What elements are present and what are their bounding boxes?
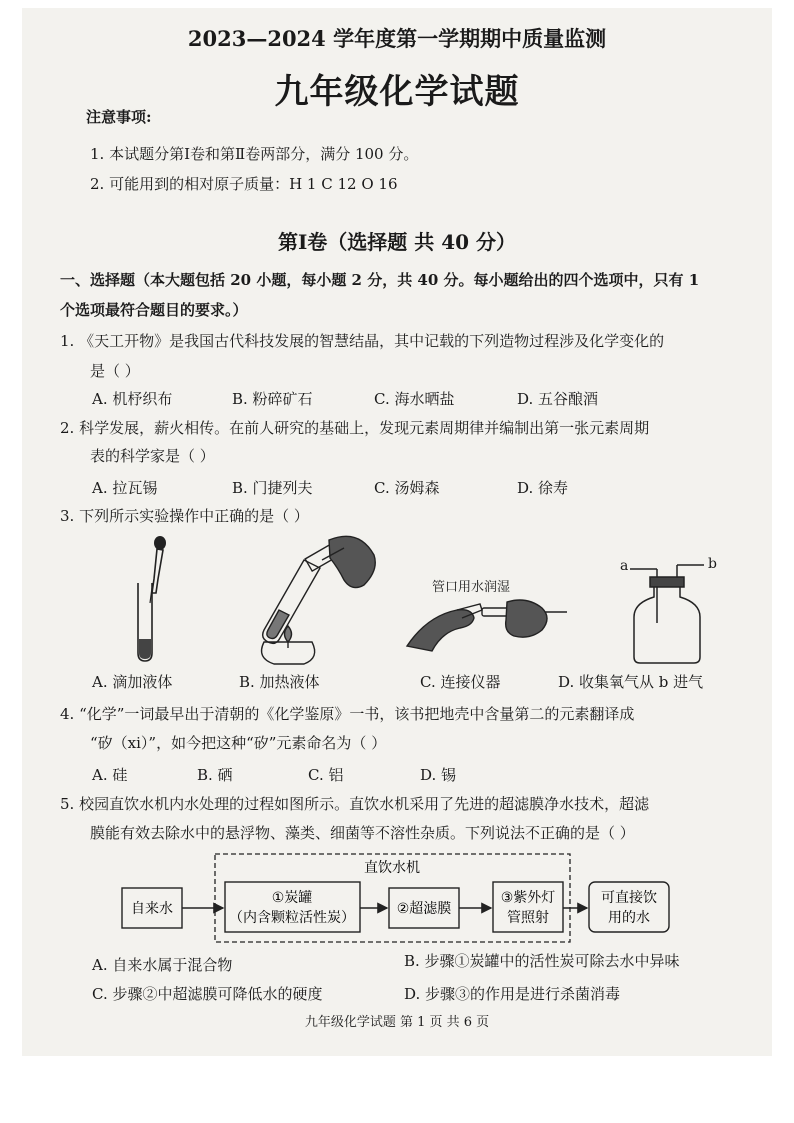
question-1-option-d: D. 五谷酿酒 [517, 390, 599, 408]
question-2-stem: 表的科学家是（ ） [90, 447, 215, 465]
subject-title: 九年级化学试题 [274, 72, 520, 112]
question-2-stem: 2. 科学发展，薪火相传。在前人研究的基础上，发现元素周期律并编制出第一张元素周期 [60, 419, 650, 437]
dropper-test-tube-figure [112, 533, 192, 663]
question-4-option-c: C. 铝 [308, 766, 344, 784]
flow-node-step3-label: ③紫外灯 [500, 890, 556, 906]
question-3-option-b: B. 加热液体 [239, 673, 320, 691]
question-1-option-c: C. 海水晒盐 [374, 390, 455, 408]
question-4-option-a: A. 硅 [92, 766, 128, 784]
question-4-option-d: D. 锡 [420, 766, 457, 784]
flow-node-source-label: 自来水 [131, 901, 173, 917]
question-5-stem: 5. 校园直饮水机内水处理的过程如图所示。直饮水机采用了先进的超滤膜净水技术，超滤 [60, 795, 650, 813]
port-b-label: b [708, 556, 717, 572]
question-3-figure-note: 管口用水润湿 [432, 580, 511, 595]
port-a-label: a [620, 558, 629, 574]
section-instruction: 一、选择题（本大题包括 20 小题，每小题 2 分，共 40 分。每小题给出的四个选项中，只有 1 [60, 271, 700, 289]
question-2-option-d: D. 徐寿 [517, 479, 569, 497]
question-3-option-c: C. 连接仪器 [420, 673, 501, 691]
notes-heading: 注意事项: [86, 108, 152, 126]
flow-node-step2-label: ②超滤膜 [396, 901, 452, 917]
flow-node-output-detail: 用的水 [608, 910, 650, 926]
question-5-option-d: D. 步骤③的作用是进行杀菌消毒 [404, 985, 621, 1003]
heating-liquid-figure [234, 530, 384, 668]
exam-page [22, 8, 772, 1056]
note-item: 1. 本试题分第Ⅰ卷和第Ⅱ卷两部分，满分 100 分。 [90, 145, 419, 163]
connecting-apparatus-figure [402, 596, 572, 656]
question-3-option-a: A. 滴加液体 [92, 673, 173, 691]
question-2-option-b: B. 门捷列夫 [232, 479, 313, 497]
question-1-stem: 是（ ） [90, 362, 140, 380]
flow-node-step3-detail: 管照射 [507, 910, 549, 926]
question-1-stem: 1. 《天工开物》是我国古代科技发展的智慧结晶，其中记载的下列造物过程涉及化学变化的 [60, 332, 665, 350]
question-3-option-d: D. 收集氧气从 b 进气 [558, 673, 704, 691]
section-instruction: 个选项最符合题目的要求。） [60, 301, 248, 319]
gas-collection-bottle-figure [612, 553, 722, 665]
flow-node-output-label: 可直接饮 [601, 890, 657, 906]
question-4-stem: 4. “化学”一词最早出于清朝的《化学鉴原》一书，该书把地壳中含量第二的元素翻译成 [60, 705, 635, 723]
page-footer: 九年级化学试题 第 1 页 共 6 页 [304, 1015, 490, 1030]
question-1-option-a: A. 机杼织布 [92, 390, 173, 408]
question-5-stem: 膜能有效去除水中的悬浮物、藻类、细菌等不溶性杂质。下列说法不正确的是（ ） [90, 824, 635, 842]
part-title: 第Ⅰ卷（选择题 共 40 分） [277, 230, 517, 254]
flow-node-step1-label: ①炭罐 [271, 890, 313, 906]
question-5-option-a: A. 自来水属于混合物 [92, 956, 233, 974]
flow-node-step1-detail: （内含颗粒活性炭） [229, 910, 355, 926]
note-item: 2. 可能用到的相对原子质量：H 1 C 12 O 16 [90, 175, 398, 193]
water-treatment-flow-diagram [22, 846, 772, 946]
question-4-stem: “矽（xi）”，如今把这种“矽”元素命名为（ ） [90, 734, 387, 752]
question-2-option-c: C. 汤姆森 [374, 479, 440, 497]
exam-title: 2023—2024 学年度第一学期期中质量监测 [187, 26, 607, 51]
question-2-option-a: A. 拉瓦锡 [92, 479, 158, 497]
question-4-option-b: B. 硒 [197, 766, 233, 784]
question-5-option-b: B. 步骤①炭罐中的活性炭可除去水中异味 [404, 952, 680, 970]
question-1-option-b: B. 粉碎矿石 [232, 390, 313, 408]
flow-group-label: 直饮水机 [364, 860, 420, 876]
question-5-option-c: C. 步骤②中超滤膜可降低水的硬度 [92, 985, 323, 1003]
question-3-stem: 3. 下列所示实验操作中正确的是（ ） [60, 507, 309, 525]
